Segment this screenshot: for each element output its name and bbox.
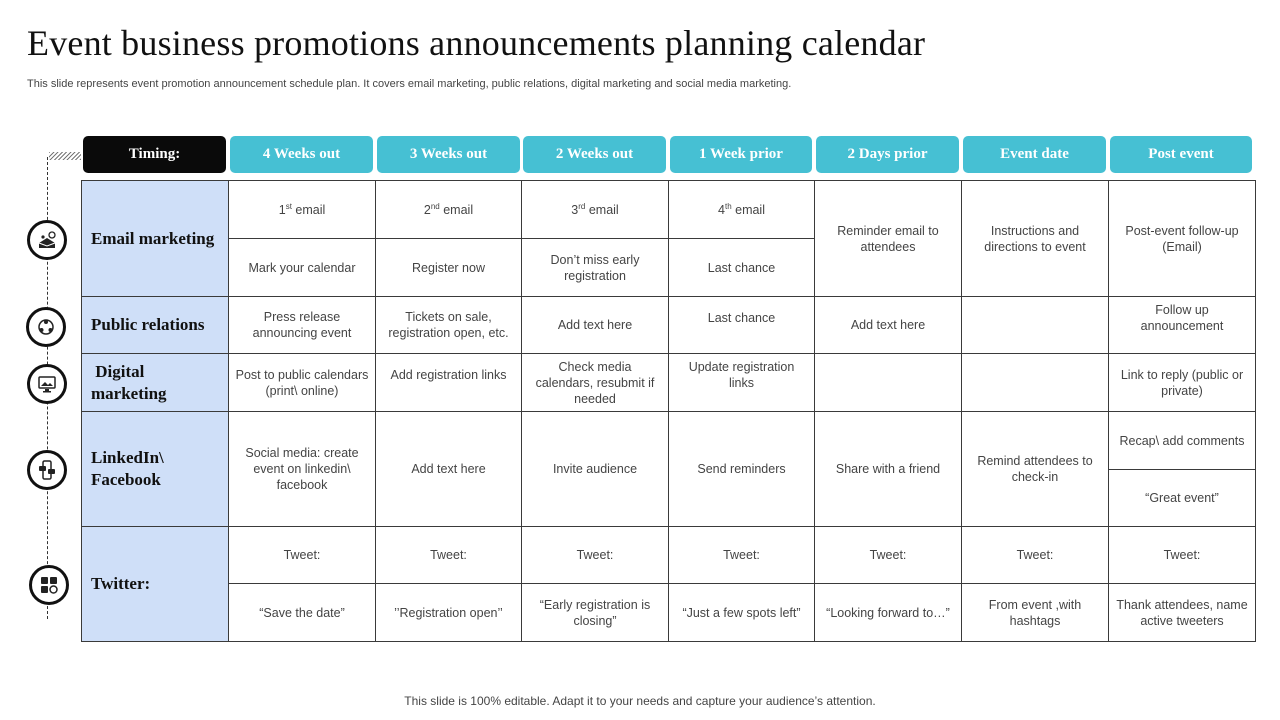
tweet-text: “Looking forward to…” [815,584,962,642]
timeline-tick [49,152,81,160]
tweet-label: Tweet: [376,527,522,584]
table-row [82,181,1256,239]
email-cell-3: 3rd email [522,181,669,239]
planning-calendar-table [81,180,1256,642]
header-post-event: Post event [1110,136,1252,173]
pr-cell: Follow up announcement [1109,297,1256,354]
twitter-icon [29,565,69,605]
header-event-date: Event date [963,136,1106,173]
tweet-text: “Save the date” [229,584,376,642]
social-media-icon [27,450,67,490]
pr-cell: Last chance [669,297,815,354]
header-2-weeks-out: 2 Weeks out [523,136,666,173]
header-timing: Timing: [83,136,226,173]
tweet-text: “Just a few spots left” [669,584,815,642]
page-subtitle: This slide represents event promotion announcement schedule plan. It covers email marketing, public relations, digital marketing and social media marketing. [27,78,792,90]
header-1-week-prior: 1 Week prior [670,136,812,173]
social-post-top: Recap\ add comments [1109,412,1256,470]
table-row [82,412,1256,470]
email-cell-2: 2nd email [376,181,522,239]
tweet-text: From event ,with hashtags [962,584,1109,642]
pr-cell: Add text here [815,297,962,354]
social-cell: Remind attendees to check-in [962,412,1109,527]
email-cell-4: 4th email [669,181,815,239]
pr-cell: Tickets on sale, registration open, etc. [376,297,522,354]
table-row [82,354,1256,412]
social-post-bottom: “Great event” [1109,470,1256,527]
tweet-label: Tweet: [522,527,669,584]
digital-cell: Add registration links [376,354,522,412]
header-2-days-prior: 2 Days prior [816,136,959,173]
email-sub-3: Don’t miss early registration [522,239,669,297]
row-label-digital-marketing: Digital marketing [82,354,229,412]
digital-cell [815,354,962,412]
social-cell: Share with a friend [815,412,962,527]
digital-cell [962,354,1109,412]
tweet-label: Tweet: [962,527,1109,584]
digital-cell: Post to public calendars (print\ online) [229,354,376,412]
table-row [82,527,1256,584]
tweet-text: Thank attendees, name active tweeters [1109,584,1256,642]
email-cell-1: 1st email [229,181,376,239]
row-label-email-marketing: Email marketing [82,181,229,297]
social-cell: Send reminders [669,412,815,527]
table-row [82,584,1256,642]
email-post-event: Post-event follow-up (Email) [1109,181,1256,297]
digital-cell: Check media calendars, resubmit if needed [522,354,669,412]
email-event-date: Instructions and directions to event [962,181,1109,297]
page-title: Event business promotions announcements planning calendar [27,23,926,63]
row-label-twitter: Twitter: [82,527,229,642]
public-relations-icon [26,307,66,347]
digital-marketing-icon [27,364,67,404]
pr-cell: Press release announcing event [229,297,376,354]
tweet-label: Tweet: [815,527,962,584]
tweet-label: Tweet: [229,527,376,584]
row-label-public-relations: Public relations [82,297,229,354]
email-sub-4: Last chance [669,239,815,297]
footer-note: This slide is 100% editable. Adapt it to your needs and capture your audience’s attention. [404,694,876,708]
social-cell: Invite audience [522,412,669,527]
social-cell: Add text here [376,412,522,527]
digital-cell: Link to reply (public or private) [1109,354,1256,412]
email-2-days-prior: Reminder email to attendees [815,181,962,297]
digital-cell: Update registration links [669,354,815,412]
row-label-linkedin-facebook: LinkedIn\ Facebook [82,412,229,527]
table-row [82,297,1256,354]
header-4-weeks-out: 4 Weeks out [230,136,373,173]
tweet-text: “Early registration is closing” [522,584,669,642]
pr-cell: Add text here [522,297,669,354]
tweet-label: Tweet: [669,527,815,584]
tweet-text: ’’Registration open’’ [376,584,522,642]
email-marketing-icon [27,220,67,260]
email-sub-2: Register now [376,239,522,297]
header-3-weeks-out: 3 Weeks out [377,136,520,173]
email-sub-1: Mark your calendar [229,239,376,297]
social-cell: Social media: create event on linkedin\ facebook [229,412,376,527]
tweet-label: Tweet: [1109,527,1256,584]
pr-cell [962,297,1109,354]
